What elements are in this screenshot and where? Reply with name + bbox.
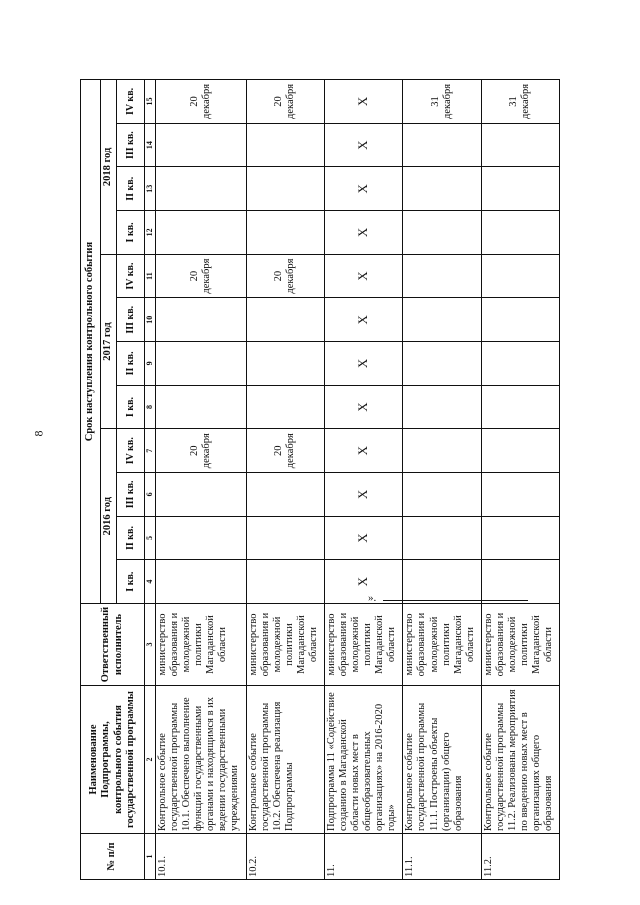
header-quarter-3: III кв. [117, 473, 145, 517]
deadline-cell: Х [325, 123, 403, 167]
deadline-cell [481, 167, 559, 211]
row-number: 10.1. [156, 834, 247, 880]
header-num: № п/п [81, 834, 145, 880]
column-number: 8 [145, 385, 156, 429]
row-name: Контрольное событие государственной программы 11.1. Построены объекты (организации) общего образования [403, 686, 481, 834]
column-number: 11 [145, 254, 156, 298]
table-row [246, 80, 324, 880]
deadline-cell [403, 211, 481, 255]
column-number: 10 [145, 298, 156, 342]
deadline-cell [403, 560, 481, 604]
deadline-cell [481, 123, 559, 167]
row-name: Подпрограмма 11 «Содействие созданию в Магаданской области новых мест в общеобразовательных организациях» на 2016-2020 годы» [325, 686, 403, 834]
deadline-cell [481, 254, 559, 298]
control-events-table [80, 79, 560, 880]
deadline-cell [481, 429, 559, 473]
column-number: 3 [145, 604, 156, 686]
header-quarter-3: III кв. [117, 298, 145, 342]
column-number: 1 [145, 834, 156, 880]
row-number: 11.2. [481, 834, 559, 880]
header-quarter-1: I кв. [117, 560, 145, 604]
deadline-cell [403, 342, 481, 386]
deadline-cell: Х [325, 342, 403, 386]
page-number: 8 [31, 430, 46, 437]
deadline-cell: Х [325, 473, 403, 517]
deadline-cell [156, 473, 247, 517]
deadline-cell [156, 211, 247, 255]
row-executor: министерство образования и молодежной политики Магаданской области [325, 604, 403, 686]
deadline-cell [403, 167, 481, 211]
deadline-cell [481, 473, 559, 517]
deadline-cell [403, 123, 481, 167]
deadline-cell: Х [325, 80, 403, 124]
row-executor: министерство образования и молодежной политики Магаданской области [481, 604, 559, 686]
header-deadline-group: Срок наступления контрольного события [81, 80, 101, 604]
header-name: Наименование Подпрограммы, контрольного события государственной программы [81, 686, 145, 834]
column-number: 4 [145, 560, 156, 604]
header-quarter-4: IV кв. [117, 429, 145, 473]
deadline-cell [246, 473, 324, 517]
deadline-cell [403, 254, 481, 298]
deadline-cell: 20 декабря [246, 429, 324, 473]
deadline-cell: Х [325, 254, 403, 298]
deadline-cell [246, 560, 324, 604]
deadline-cell: Х [325, 429, 403, 473]
column-number: 12 [145, 211, 156, 255]
deadline-cell [481, 211, 559, 255]
deadline-cell [246, 167, 324, 211]
row-executor: министерство образования и молодежной политики Магаданской области [156, 604, 247, 686]
deadline-cell [481, 298, 559, 342]
header-year-2018: 2018 год [101, 80, 117, 255]
column-number: 7 [145, 429, 156, 473]
row-number: 11.1. [403, 834, 481, 880]
closing-mark [368, 592, 549, 604]
deadline-cell: 20 декабря [246, 80, 324, 124]
header-quarter-1: I кв. [117, 385, 145, 429]
row-executor: министерство образования и молодежной политики Магаданской области [246, 604, 324, 686]
table-row [156, 80, 247, 880]
deadline-cell [246, 211, 324, 255]
header-quarter-2: II кв. [117, 167, 145, 211]
deadline-cell: Х [325, 560, 403, 604]
column-number: 15 [145, 80, 156, 124]
header-quarter-2: II кв. [117, 342, 145, 386]
deadline-cell [403, 473, 481, 517]
deadline-cell: Х [325, 516, 403, 560]
deadline-cell: 20 декабря [156, 429, 247, 473]
closing-underline [383, 600, 528, 601]
column-number: 9 [145, 342, 156, 386]
row-executor: министерство образования и молодежной политики Магаданской области [403, 604, 481, 686]
deadline-cell [156, 560, 247, 604]
deadline-cell: 20 декабря [246, 254, 324, 298]
row-number: 10.2. [246, 834, 324, 880]
deadline-cell: 31 декабря [481, 80, 559, 124]
deadline-cell [246, 385, 324, 429]
column-number: 14 [145, 123, 156, 167]
deadline-cell [246, 342, 324, 386]
deadline-cell [156, 385, 247, 429]
deadline-cell [246, 298, 324, 342]
row-number: 11. [325, 834, 403, 880]
deadline-cell [403, 298, 481, 342]
deadline-cell [403, 429, 481, 473]
deadline-cell [156, 167, 247, 211]
header-year-2016: 2016 год [101, 429, 117, 604]
header-year-2017: 2017 год [101, 254, 117, 429]
column-number: 6 [145, 473, 156, 517]
header-quarter-3: III кв. [117, 123, 145, 167]
deadline-cell [481, 560, 559, 604]
deadline-cell [403, 516, 481, 560]
table-row [325, 80, 403, 880]
deadline-cell [156, 516, 247, 560]
deadline-cell [403, 385, 481, 429]
header-quarter-4: IV кв. [117, 254, 145, 298]
deadline-cell: 31 декабря [403, 80, 481, 124]
column-number: 2 [145, 686, 156, 834]
deadline-cell: Х [325, 385, 403, 429]
column-number-row [145, 80, 156, 880]
deadline-cell [246, 123, 324, 167]
header-quarter-4: IV кв. [117, 80, 145, 124]
deadline-cell [156, 298, 247, 342]
deadline-cell: Х [325, 167, 403, 211]
deadline-cell: 20 декабря [156, 80, 247, 124]
deadline-cell [156, 342, 247, 386]
header-quarter-2: II кв. [117, 516, 145, 560]
row-name: Контрольное событие государственной программы 10.2. Обеспечена реализация Подпрограммы [246, 686, 324, 834]
deadline-cell: Х [325, 211, 403, 255]
deadline-cell [481, 385, 559, 429]
column-number: 5 [145, 516, 156, 560]
column-number: 13 [145, 167, 156, 211]
deadline-cell [156, 123, 247, 167]
deadline-cell [246, 516, 324, 560]
closing-quote: ». [368, 592, 377, 604]
deadline-cell [481, 342, 559, 386]
deadline-cell [481, 516, 559, 560]
header-executor: Ответственный исполнитель [81, 604, 145, 686]
table-row [403, 80, 481, 880]
table-row [481, 80, 559, 880]
table-body [156, 80, 560, 880]
header-quarter-1: I кв. [117, 211, 145, 255]
row-name: Контрольное событие государственной программы 10.1. Обеспечено выполнение функций государственными органами и находящимся в их ведении государственными учреждениями [156, 686, 247, 834]
deadline-cell: Х [325, 298, 403, 342]
rotated-table-wrapper [80, 80, 560, 880]
deadline-cell: 20 декабря [156, 254, 247, 298]
row-name: Контрольное событие государственной программы 11.2. Реализованы мероприятия по введению новых мест в организациях общего образования [481, 686, 559, 834]
